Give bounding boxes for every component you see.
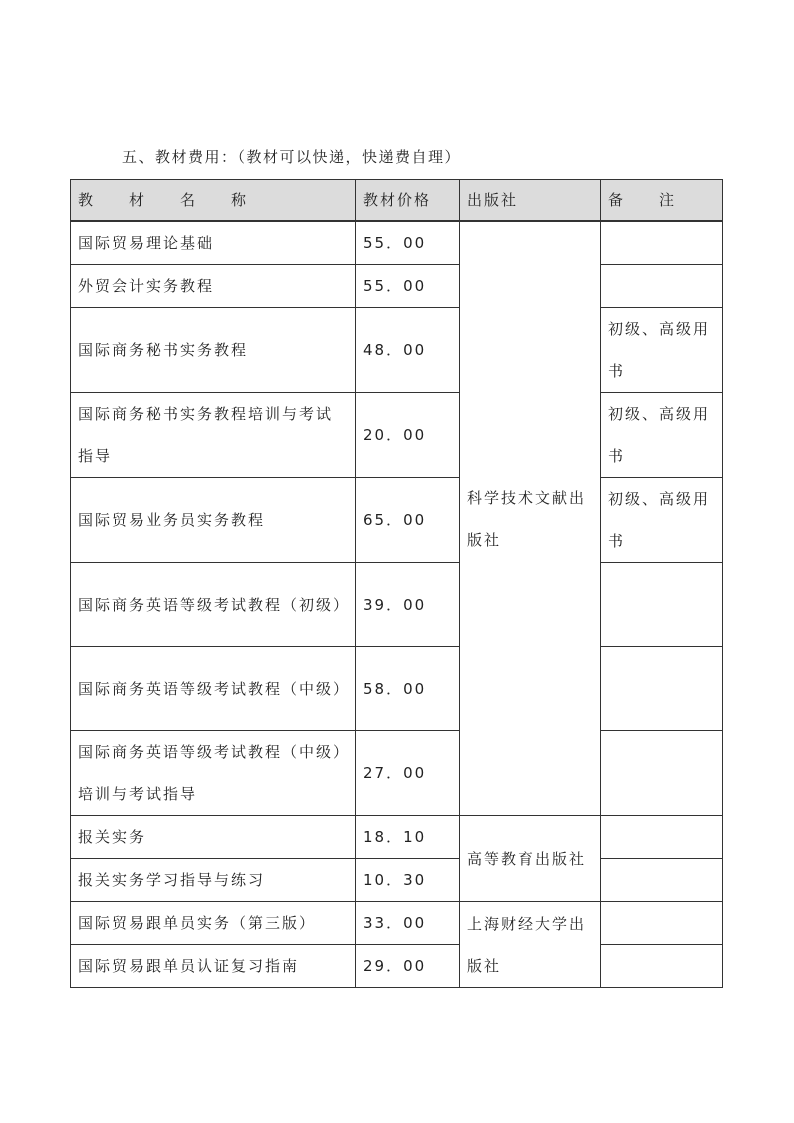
section-heading: 五、教材费用：（教材可以快递，快递费自理） xyxy=(122,148,462,166)
book-price: 58．00 xyxy=(356,647,460,731)
book-name: 国际商务秘书实务教程 xyxy=(71,308,356,393)
book-name: 国际商务英语等级考试教程（中级）培训与考试指导 xyxy=(71,731,356,816)
book-name: 报关实务学习指导与练习 xyxy=(71,859,356,902)
book-price: 55．00 xyxy=(356,221,460,265)
book-price: 18．10 xyxy=(356,816,460,859)
book-price: 48．00 xyxy=(356,308,460,393)
book-name: 国际商务英语等级考试教程（中级） xyxy=(71,647,356,731)
book-note xyxy=(601,902,723,945)
table-row xyxy=(71,265,723,308)
book-note xyxy=(601,859,723,902)
book-note xyxy=(601,647,723,731)
publisher-cell: 上海财经大学出版社 xyxy=(460,902,601,988)
book-name: 国际贸易业务员实务教程 xyxy=(71,478,356,563)
book-price: 33．00 xyxy=(356,902,460,945)
book-name: 国际贸易理论基础 xyxy=(71,221,356,265)
header-price: 教材价格 xyxy=(356,180,460,222)
book-name: 国际贸易跟单员认证复习指南 xyxy=(71,945,356,988)
textbook-fee-table xyxy=(70,179,723,988)
book-name: 国际商务秘书实务教程培训与考试指导 xyxy=(71,393,356,478)
table-row xyxy=(71,902,723,945)
table-row xyxy=(71,308,723,393)
table-row xyxy=(71,816,723,859)
header-publisher: 出版社 xyxy=(460,180,601,222)
book-price: 29．00 xyxy=(356,945,460,988)
book-note xyxy=(601,945,723,988)
book-note xyxy=(601,221,723,265)
table-row xyxy=(71,478,723,563)
book-price: 10．30 xyxy=(356,859,460,902)
book-note: 初级、高级用书 xyxy=(601,393,723,478)
table-row xyxy=(71,859,723,902)
table-header-row xyxy=(71,180,723,222)
book-price: 39．00 xyxy=(356,563,460,647)
table-row xyxy=(71,647,723,731)
book-price: 20．00 xyxy=(356,393,460,478)
book-price: 55．00 xyxy=(356,265,460,308)
publisher-cell: 科学技术文献出版社 xyxy=(460,221,601,816)
book-note xyxy=(601,563,723,647)
book-price: 27．00 xyxy=(356,731,460,816)
book-note xyxy=(601,816,723,859)
table-row xyxy=(71,563,723,647)
book-note: 初级、高级用书 xyxy=(601,308,723,393)
table-row xyxy=(71,393,723,478)
table-row xyxy=(71,731,723,816)
book-note xyxy=(601,731,723,816)
table-row xyxy=(71,221,723,265)
book-name: 报关实务 xyxy=(71,816,356,859)
book-name: 国际商务英语等级考试教程（初级） xyxy=(71,563,356,647)
book-name: 外贸会计实务教程 xyxy=(71,265,356,308)
book-name: 国际贸易跟单员实务（第三版） xyxy=(71,902,356,945)
publisher-cell: 高等教育出版社 xyxy=(460,816,601,902)
book-note xyxy=(601,265,723,308)
header-note: 备 注 xyxy=(601,180,723,222)
book-price: 65．00 xyxy=(356,478,460,563)
book-note: 初级、高级用书 xyxy=(601,478,723,563)
table-row xyxy=(71,945,723,988)
header-book-name: 教 材 名 称 xyxy=(71,180,356,222)
